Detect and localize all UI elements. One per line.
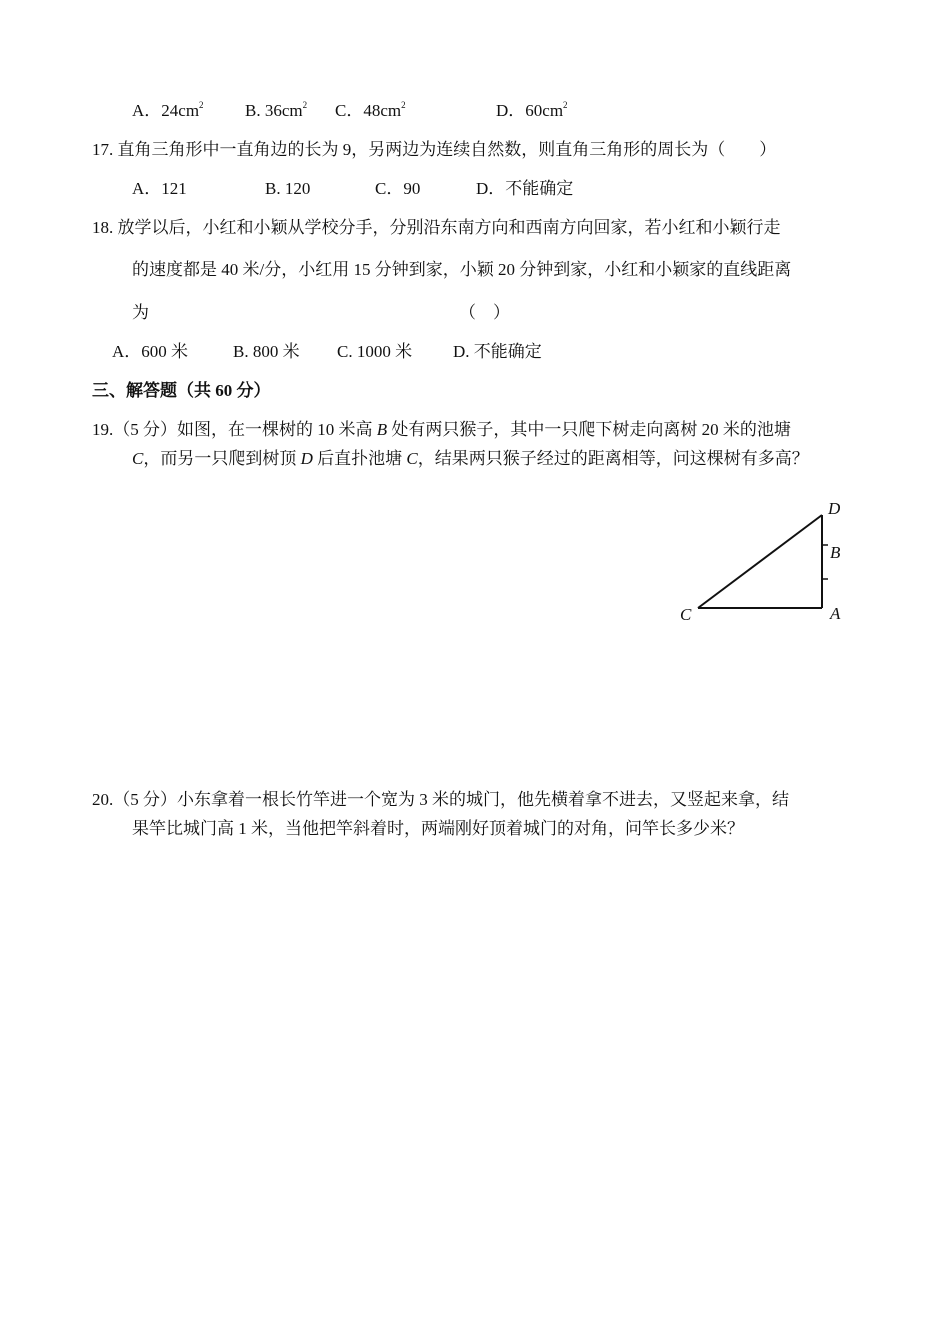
q17-option-c: C．90 bbox=[375, 179, 421, 198]
q16-option-c: C．$48cm^2$ bbox=[335, 100, 406, 120]
q20-line2: 果竿比城门高 1 米，当他把竿斜着时，两端刚好顶着城门的对角，问竿长多少米？ bbox=[132, 819, 744, 838]
q19-line2: C，而另一只爬到树顶 D 后直扑池塘 C，结果两只猴子经过的距离相等，问这棵树有多高？ bbox=[132, 449, 809, 468]
q18-option-a: A．600 米 bbox=[112, 342, 189, 361]
q18-option-d: D. 不能确定 bbox=[453, 342, 542, 361]
q16-option-d: D．$60cm^2$ bbox=[496, 100, 568, 120]
q19-line1: 19.（5 分）如图，在一棵树的 10 米高 B 处有两只猴子，其中一只爬下树走向离树 20 米的池塘 bbox=[92, 420, 791, 439]
q18-line3: 为 bbox=[132, 303, 149, 322]
q17-text: 17. 直角三角形中一直角边的长为 9，另两边为连续自然数，则直角三角形的周长为（ ） bbox=[92, 140, 777, 159]
hypotenuse-cd bbox=[698, 515, 822, 608]
q17-option-d: D．不能确定 bbox=[476, 179, 574, 198]
label-c: C bbox=[680, 605, 692, 624]
q17-option-a: A．121 bbox=[132, 179, 187, 198]
q18-line2: 的速度都是 40 米/分，小红用 15 分钟到家，小颖 20 分钟到家，小红和小颖家的直线距离 bbox=[132, 260, 792, 279]
q16-option-b: B. $36cm^2$ bbox=[245, 100, 308, 120]
q16-option-a: A．$24cm^2$ bbox=[132, 100, 204, 120]
label-a: A bbox=[830, 604, 841, 623]
q18-line1: 18. 放学以后，小红和小颖从学校分手，分别沿东南方向和西南方向回家，若小红和小颖行走 bbox=[92, 218, 781, 237]
q17-option-b: B. 120 bbox=[265, 179, 311, 198]
q18-option-b: B. 800 米 bbox=[233, 342, 300, 361]
label-b: B bbox=[830, 543, 841, 562]
section-heading: 三、解答题（共 60 分） bbox=[92, 381, 271, 400]
tree-triangle-figure bbox=[670, 495, 855, 630]
q18-option-c: C. 1000 米 bbox=[337, 342, 413, 361]
label-d: D bbox=[828, 499, 841, 518]
q18-answer-paren: （ ） bbox=[459, 303, 510, 322]
q20-line1: 20.（5 分）小东拿着一根长竹竿进一个宽为 3 米的城门，他先横着拿不进去，又竖起来拿，结 bbox=[92, 790, 789, 809]
